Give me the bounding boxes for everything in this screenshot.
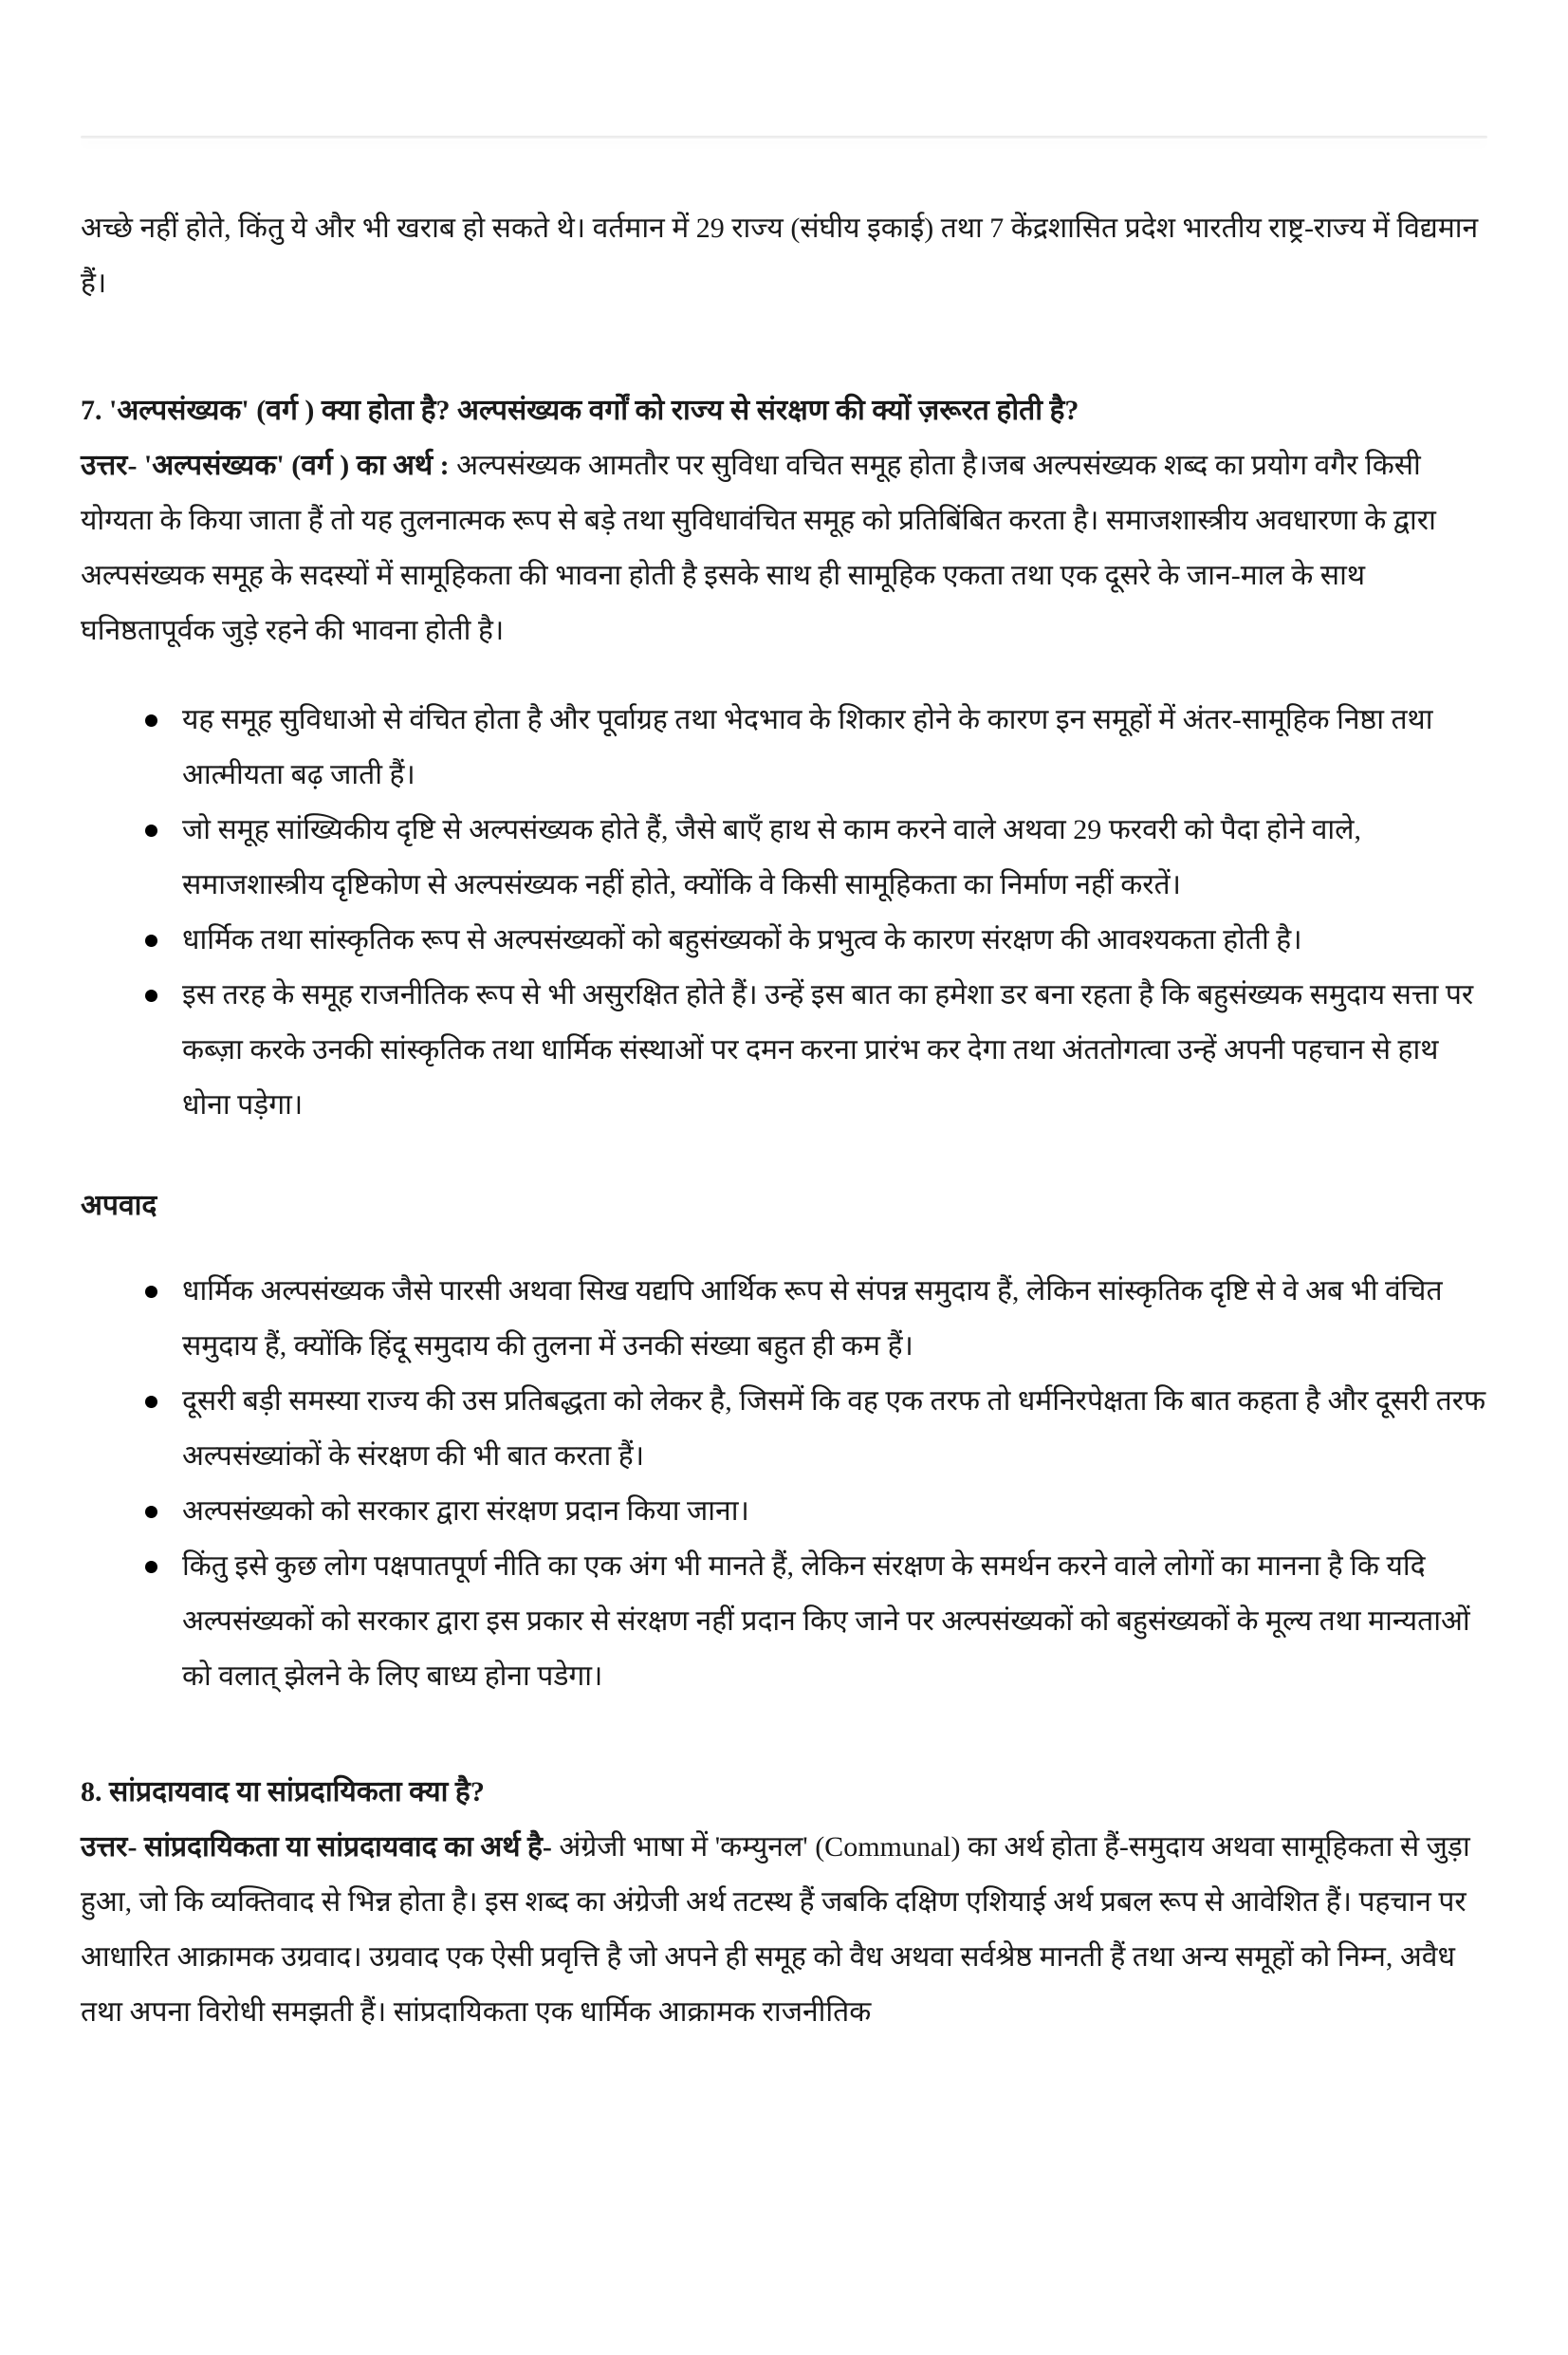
list-item [81,913,1487,968]
list-item-text: जो समूह सांख्यिकीय दृष्टि से अल्पसंख्यक होते हैं, जैसे बाएँ हाथ से काम करने वाले अथवा 29 फरवरी को पैदा होने वाले, समाजशास्त्रीय दृष्टिकोण से अल्पसंख्यक नहीं होते, क्योंकि वे किसी सामूहिकता का निर्माण नहीं करतें। [182,814,1362,900]
section-divider [81,136,1487,139]
list-item [81,803,1487,913]
bullet-icon [145,1506,157,1518]
list-item [81,693,1487,803]
answer-7-lead: उत्तर- 'अल्पसंख्यक' (वर्ग ) का अर्थ : [81,450,457,481]
list-item-text: दूसरी बड़ी समस्या राज्य की उस प्रतिबद्धता को लेकर है, जिसमें कि वह एक तरफ तो धर्मनिरपेक्षता कि बात कहता है और दूसरी तरफ अल्पसंख्यांकों के संरक्षण की भी बात करता हैं। [182,1385,1486,1472]
document-page [0,136,1568,2040]
list-item-text: किंतु इसे कुछ लोग पक्षपातपूर्ण नीति का एक अंग भी मानते हैं, लेकिन संरक्षण के समर्थन करने वाले लोगों का मानना है कि यदि अल्पसंख्यकों को सरकार द्वारा इस प्रकार से संरक्षण नहीं प्रदान किए जाने पर अल्पसंख्यकों को बहुसंख्यकों के मूल्य तथा मान्यताओं को वलात् झेलने के लिए बाध्य होना पडेगा। [182,1550,1470,1692]
answer-8-body: अंग्रेजी भाषा में 'कम्युनल' (Communal) का अर्थ होता हैं-समुदाय अथवा सामूहिकता से जुड़ा हुआ, जो कि व्यक्तिवाद से भिन्न होता है। इस शब्द का अंग्रेजी अर्थ तटस्थ हैं जबकि दक्षिण एशियाई अर्थ प्रबल रूप से आवेशित हैं। पहचान पर आधारित आक्रामक उग्रवाद। उग्रवाद एक ऐसी प्रवृत्ति है जो अपने ही समूह को वैध अथवा सर्वश्रेष्ठ मानती हैं तथा अन्य समूहों को निम्न, अवैध तथा अपना विरोधी समझती हैं। सांप्रदायिकता एक धार्मिक आक्रामक राजनीतिक [81,1831,1470,2028]
bullet-icon [145,825,157,837]
list-item [81,968,1487,1133]
list-item-text: धार्मिक अल्पसंख्यक जैसे पारसी अथवा सिख यद्यपि आर्थिक रूप से संपन्न समुदाय हैं, लेकिन सांस्कृतिक दृष्टि से वे अब भी वंचित समुदाय हैं, क्योंकि हिंदू समुदाय की तुलना में उनकी संख्या बहुत ही कम हैं। [182,1275,1443,1362]
bullet-icon [145,714,157,727]
list-item-text: इस तरह के समूह राजनीतिक रूप से भी असुरक्षित होते हैं। उन्हें इस बात का हमेशा डर बना रहता है कि बहुसंख्यक समुदाय सत्ता पर कब्ज़ा करके उनकी सांस्कृतिक तथा धार्मिक संस्थाओं पर दमन करना प्रारंभ कर देगा तथा अंततोगत्वा उन्हें अपनी पहचान से हाथ धोना पड़ेगा। [182,979,1474,1121]
exception-heading: अपवाद [81,1190,157,1221]
question-7-answer [81,438,1487,658]
list-item-text: यह समूह सुविधाओ से वंचित होता है और पूर्वाग्रह तथा भेदभाव के शिकार होने के कारण इन समूहों में अंतर-सामूहिक निष्ठा तथा आत्मीयता बढ़ जाती हैं। [182,704,1433,790]
answer-7-body: अल्पसंख्यक आमतौर पर सुविधा वचित समूह होता है।जब अल्पसंख्यक शब्द का प्रयोग वगैर किसी योग्यता के किया जाता हैं तो यह तुलनात्मक रूप से बड़े तथा सुविधावंचित समूह को प्रतिबिंबित करता है। समाजशास्त्रीय अवधारणा के द्वारा अल्पसंख्यक समूह के सदस्यों में सामूहिकता की भावना होती है इसके साथ ही सामूहिक एकता तथा एक दूसरे के जान-माल के साथ घनिष्ठतापूर्वक जुड़े रहने की भावना होती है। [81,450,1436,646]
bullet-icon [145,1561,157,1573]
list-item [81,1539,1487,1704]
list-item-text: धार्मिक तथा सांस्कृतिक रूप से अल्पसंख्यकों को बहुसंख्यकों के प्रभुत्व के कारण संरक्षण की आवश्यकता होती है। [182,924,1302,955]
list-item [81,1374,1487,1484]
minority-points-list [81,693,1487,1133]
bullet-icon [145,990,157,1002]
exception-points-list [81,1264,1487,1704]
bullet-icon [145,1286,157,1298]
list-item [81,1264,1487,1374]
answer-8-lead: उत्तर- सांप्रदायिकता या सांप्रदायवाद का अर्थ है- [81,1831,560,1863]
bullet-icon [145,935,157,947]
bullet-icon [145,1396,157,1408]
intro-paragraph: अच्छे नहीं होते, किंतु ये और भी खराब हो सकते थे। वर्तमान में 29 राज्य (संघीय इकाई) तथा 7 केंद्रशासित प्रदेश भारतीय राष्ट्र-राज्य में विद्यमान हैं। [81,213,1479,299]
question-8-heading: 8. सांप्रदायवाद या सांप्रदायिकता क्या है? [81,1776,485,1808]
question-7-heading: 7. 'अल्पसंख्यक' (वर्ग ) क्या होता है? अल्पसंख्यक वर्गों को राज्य से संरक्षण की क्यों ज़रूरत होती है? [81,395,1079,426]
list-item [81,1484,1487,1539]
question-8-answer [81,1820,1487,2040]
list-item-text: अल्पसंख्यको को सरकार द्वारा संरक्षण प्रदान किया जाना। [182,1495,749,1527]
